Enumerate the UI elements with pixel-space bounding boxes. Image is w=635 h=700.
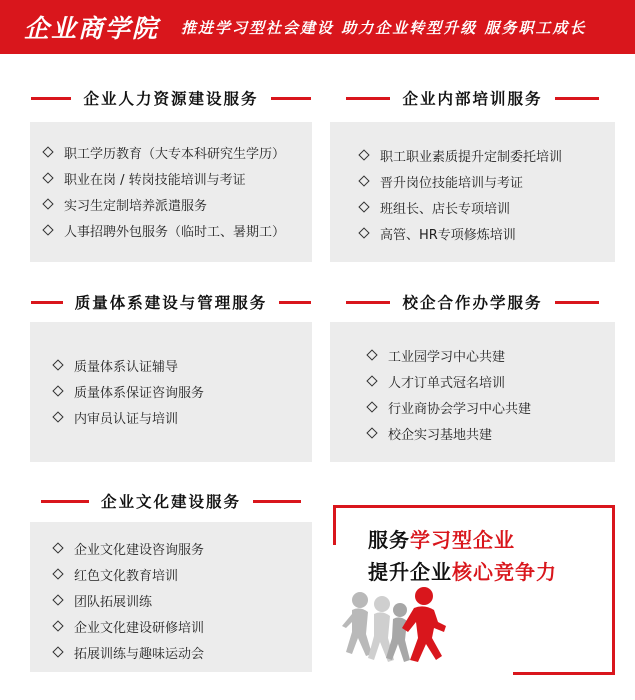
list-item: 实习生定制培养派遣服务: [44, 191, 312, 217]
section-title: 质量体系建设与管理服务: [74, 294, 268, 312]
header-line-right: [555, 301, 599, 304]
list-item: 校企实习基地共建: [368, 420, 615, 446]
diamond-icon: [42, 146, 53, 157]
diamond-icon: [358, 201, 369, 212]
header-line-right: [555, 97, 599, 100]
list-item: 班组长、店长专项培训: [360, 194, 615, 220]
diamond-icon: [52, 620, 63, 631]
diamond-icon: [358, 149, 369, 160]
banner-slogan: 推进学习型社会建设 助力企业转型升级 服务职工成长: [181, 18, 587, 37]
frame-line: [513, 672, 615, 675]
list-item: 内审员认证与培训: [54, 404, 312, 430]
list-item: 企业文化建设咨询服务: [54, 535, 312, 561]
panel-hr: [30, 122, 312, 262]
diamond-icon: [358, 175, 369, 186]
header-line-left: [31, 301, 63, 304]
diamond-icon: [366, 375, 377, 386]
section-header-internal-training: [330, 86, 615, 110]
panel-culture: [30, 522, 312, 672]
diamond-icon: [52, 568, 63, 579]
banner-title: 企业商学院: [24, 14, 160, 43]
diamond-icon: [366, 401, 377, 412]
panel-internal-training: [330, 122, 615, 262]
section-header-culture: [30, 489, 312, 513]
frame-line: [612, 505, 615, 675]
diamond-icon: [52, 542, 63, 553]
list-item: 红色文化教育培训: [54, 561, 312, 587]
list-item: 职业在岗 / 转岗技能培训与考证: [44, 165, 312, 191]
section-header-hr: [30, 86, 312, 110]
diamond-icon: [366, 427, 377, 438]
header-line-left: [41, 500, 89, 503]
header-line-left: [346, 301, 390, 304]
section-title: 企业内部培训服务: [402, 90, 543, 108]
diamond-icon: [52, 411, 63, 422]
diamond-icon: [42, 198, 53, 209]
section-title: 企业文化建设服务: [100, 493, 241, 511]
diamond-icon: [42, 172, 53, 183]
list-item: 团队拓展训练: [54, 587, 312, 613]
panel-school-enterprise: [330, 322, 615, 462]
frame-line: [333, 505, 615, 508]
section-header-quality: [30, 290, 312, 314]
section-title: 校企合作办学服务: [402, 294, 543, 312]
running-figures-illustration: [338, 582, 448, 674]
top-banner: [0, 0, 635, 54]
list-item: 拓展训练与趣味运动会: [54, 639, 312, 665]
frame-line: [333, 505, 336, 545]
diamond-icon: [358, 227, 369, 238]
diamond-icon: [42, 224, 53, 235]
list-item: 高管、HR专项修炼培训: [360, 220, 615, 246]
promo-line-1: 服务学习型企业: [368, 528, 515, 552]
diamond-icon: [52, 385, 63, 396]
list-item: 质量体系认证辅导: [54, 352, 312, 378]
header-line-left: [346, 97, 390, 100]
list-item: 职工职业素质提升定制委托培训: [360, 142, 615, 168]
list-item: 职工学历教育（大专本科研究生学历）: [44, 139, 312, 165]
panel-quality: [30, 322, 312, 462]
header-line-right: [279, 301, 311, 304]
list-item: 工业园学习中心共建: [368, 342, 615, 368]
promo-line-2: 提升企业核心竞争力: [368, 560, 557, 584]
diamond-icon: [52, 594, 63, 605]
list-item: 质量体系保证咨询服务: [54, 378, 312, 404]
list-item: 企业文化建设研修培训: [54, 613, 312, 639]
list-item: 行业商协会学习中心共建: [368, 394, 615, 420]
header-line-right: [253, 500, 301, 503]
list-item: 人才订单式冠名培训: [368, 368, 615, 394]
list-item: 晋升岗位技能培训与考证: [360, 168, 615, 194]
section-header-school-enterprise: [330, 290, 615, 314]
list-item: 人事招聘外包服务（临时工、暑期工）: [44, 217, 312, 243]
section-title: 企业人力资源建设服务: [83, 90, 259, 108]
header-line-left: [31, 97, 71, 100]
diamond-icon: [52, 646, 63, 657]
header-line-right: [271, 97, 311, 100]
diamond-icon: [52, 359, 63, 370]
diamond-icon: [366, 349, 377, 360]
